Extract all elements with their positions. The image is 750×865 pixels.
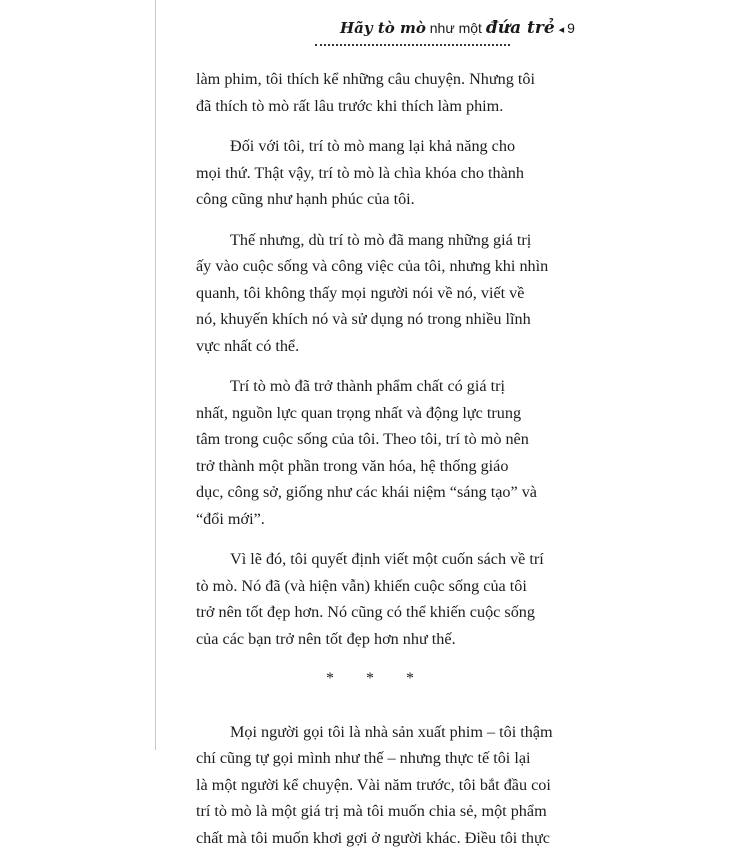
paragraph-1: [196, 66, 558, 119]
header-dotted-rule: [315, 44, 510, 46]
paragraph-5: [196, 546, 558, 652]
page-marker-icon: ◂: [558, 23, 565, 36]
text-line: mọi thứ. Thật vậy, trí tò mò là chìa khóa cho thành: [196, 163, 524, 182]
text-line: tâm trong cuộc sống của tôi. Theo tôi, trí tò mò nên: [196, 430, 529, 448]
header-title-script-end: đứa trẻ: [485, 18, 555, 38]
text-line: trở thành một phần trong văn hóa, hệ thống giáo: [196, 456, 509, 475]
text-line: Thế nhưng, dù trí tò mò đã mang những giá trị: [230, 230, 532, 249]
text-line: “đổi mới”.: [196, 509, 265, 528]
text-line: công cũng như hạnh phúc của tôi.: [196, 190, 415, 208]
text-line: Đối với tôi, trí tò mò mang lại khả năng cho: [230, 137, 516, 155]
text-line: trí tò mò là một giá trị mà tôi muốn chia sẻ, một phẩm: [196, 802, 547, 820]
running-header: [340, 18, 575, 44]
text-line: dục, công sở, giống như các khái niệm “sáng tạo” và: [196, 483, 537, 501]
paragraph-6: [196, 719, 558, 852]
text-line: Mọi người gọi tôi là nhà sản xuất phim – tôi thậm: [230, 722, 553, 741]
body-text: [196, 66, 558, 865]
text-line: quanh, tôi không thấy mọi người nói về nó, viết về: [196, 283, 525, 302]
text-line: chất mà tôi muốn khơi gợi ở người khác. Điều tôi thực: [196, 828, 550, 847]
text-line: là một người kể chuyện. Vài năm trước, tôi bắt đầu coi: [196, 775, 551, 794]
paragraph-3: [196, 227, 558, 360]
text-line: đã thích tò mò rất lâu trước khi thích làm phim.: [196, 96, 504, 115]
text-line: ấy vào cuộc sống và công việc của tôi, nhưng khi nhìn: [196, 257, 549, 275]
text-line: trở nên tốt đẹp hơn. Nó cũng có thể khiến cuộc sống: [196, 603, 535, 621]
text-line: tò mò. Nó đã (và hiện vẫn) khiến cuộc sống của tôi: [196, 576, 527, 595]
page-number: 9: [567, 20, 575, 36]
text-line: làm phim, tôi thích kể những câu chuyện. Nhưng tôi: [196, 70, 535, 88]
paragraph-2: [196, 133, 558, 213]
text-line: nhất, nguồn lực quan trọng nhất và động lực trung: [196, 403, 522, 422]
header-title-script: Hãy tò mò: [340, 19, 426, 37]
page-edge-line: [155, 0, 156, 750]
text-line: Trí tò mò đã trở thành phẩm chất có giá trị: [230, 377, 506, 395]
text-line: vực nhất có thể.: [196, 336, 300, 355]
paragraph-4: [196, 373, 558, 532]
text-line: của các bạn trở nên tốt đẹp hơn như thế.: [196, 629, 456, 648]
section-separator: * * *: [326, 670, 428, 687]
text-line: nó, khuyến khích nó và sử dụng nó trong nhiều lĩnh: [196, 310, 531, 328]
text-line: Vì lẽ đó, tôi quyết định viết một cuốn sách về trí: [230, 550, 544, 568]
header-title-plain: như một: [425, 20, 486, 36]
text-line: chí cũng tự gọi mình như thế – nhưng thực tế tôi lại: [196, 749, 531, 767]
